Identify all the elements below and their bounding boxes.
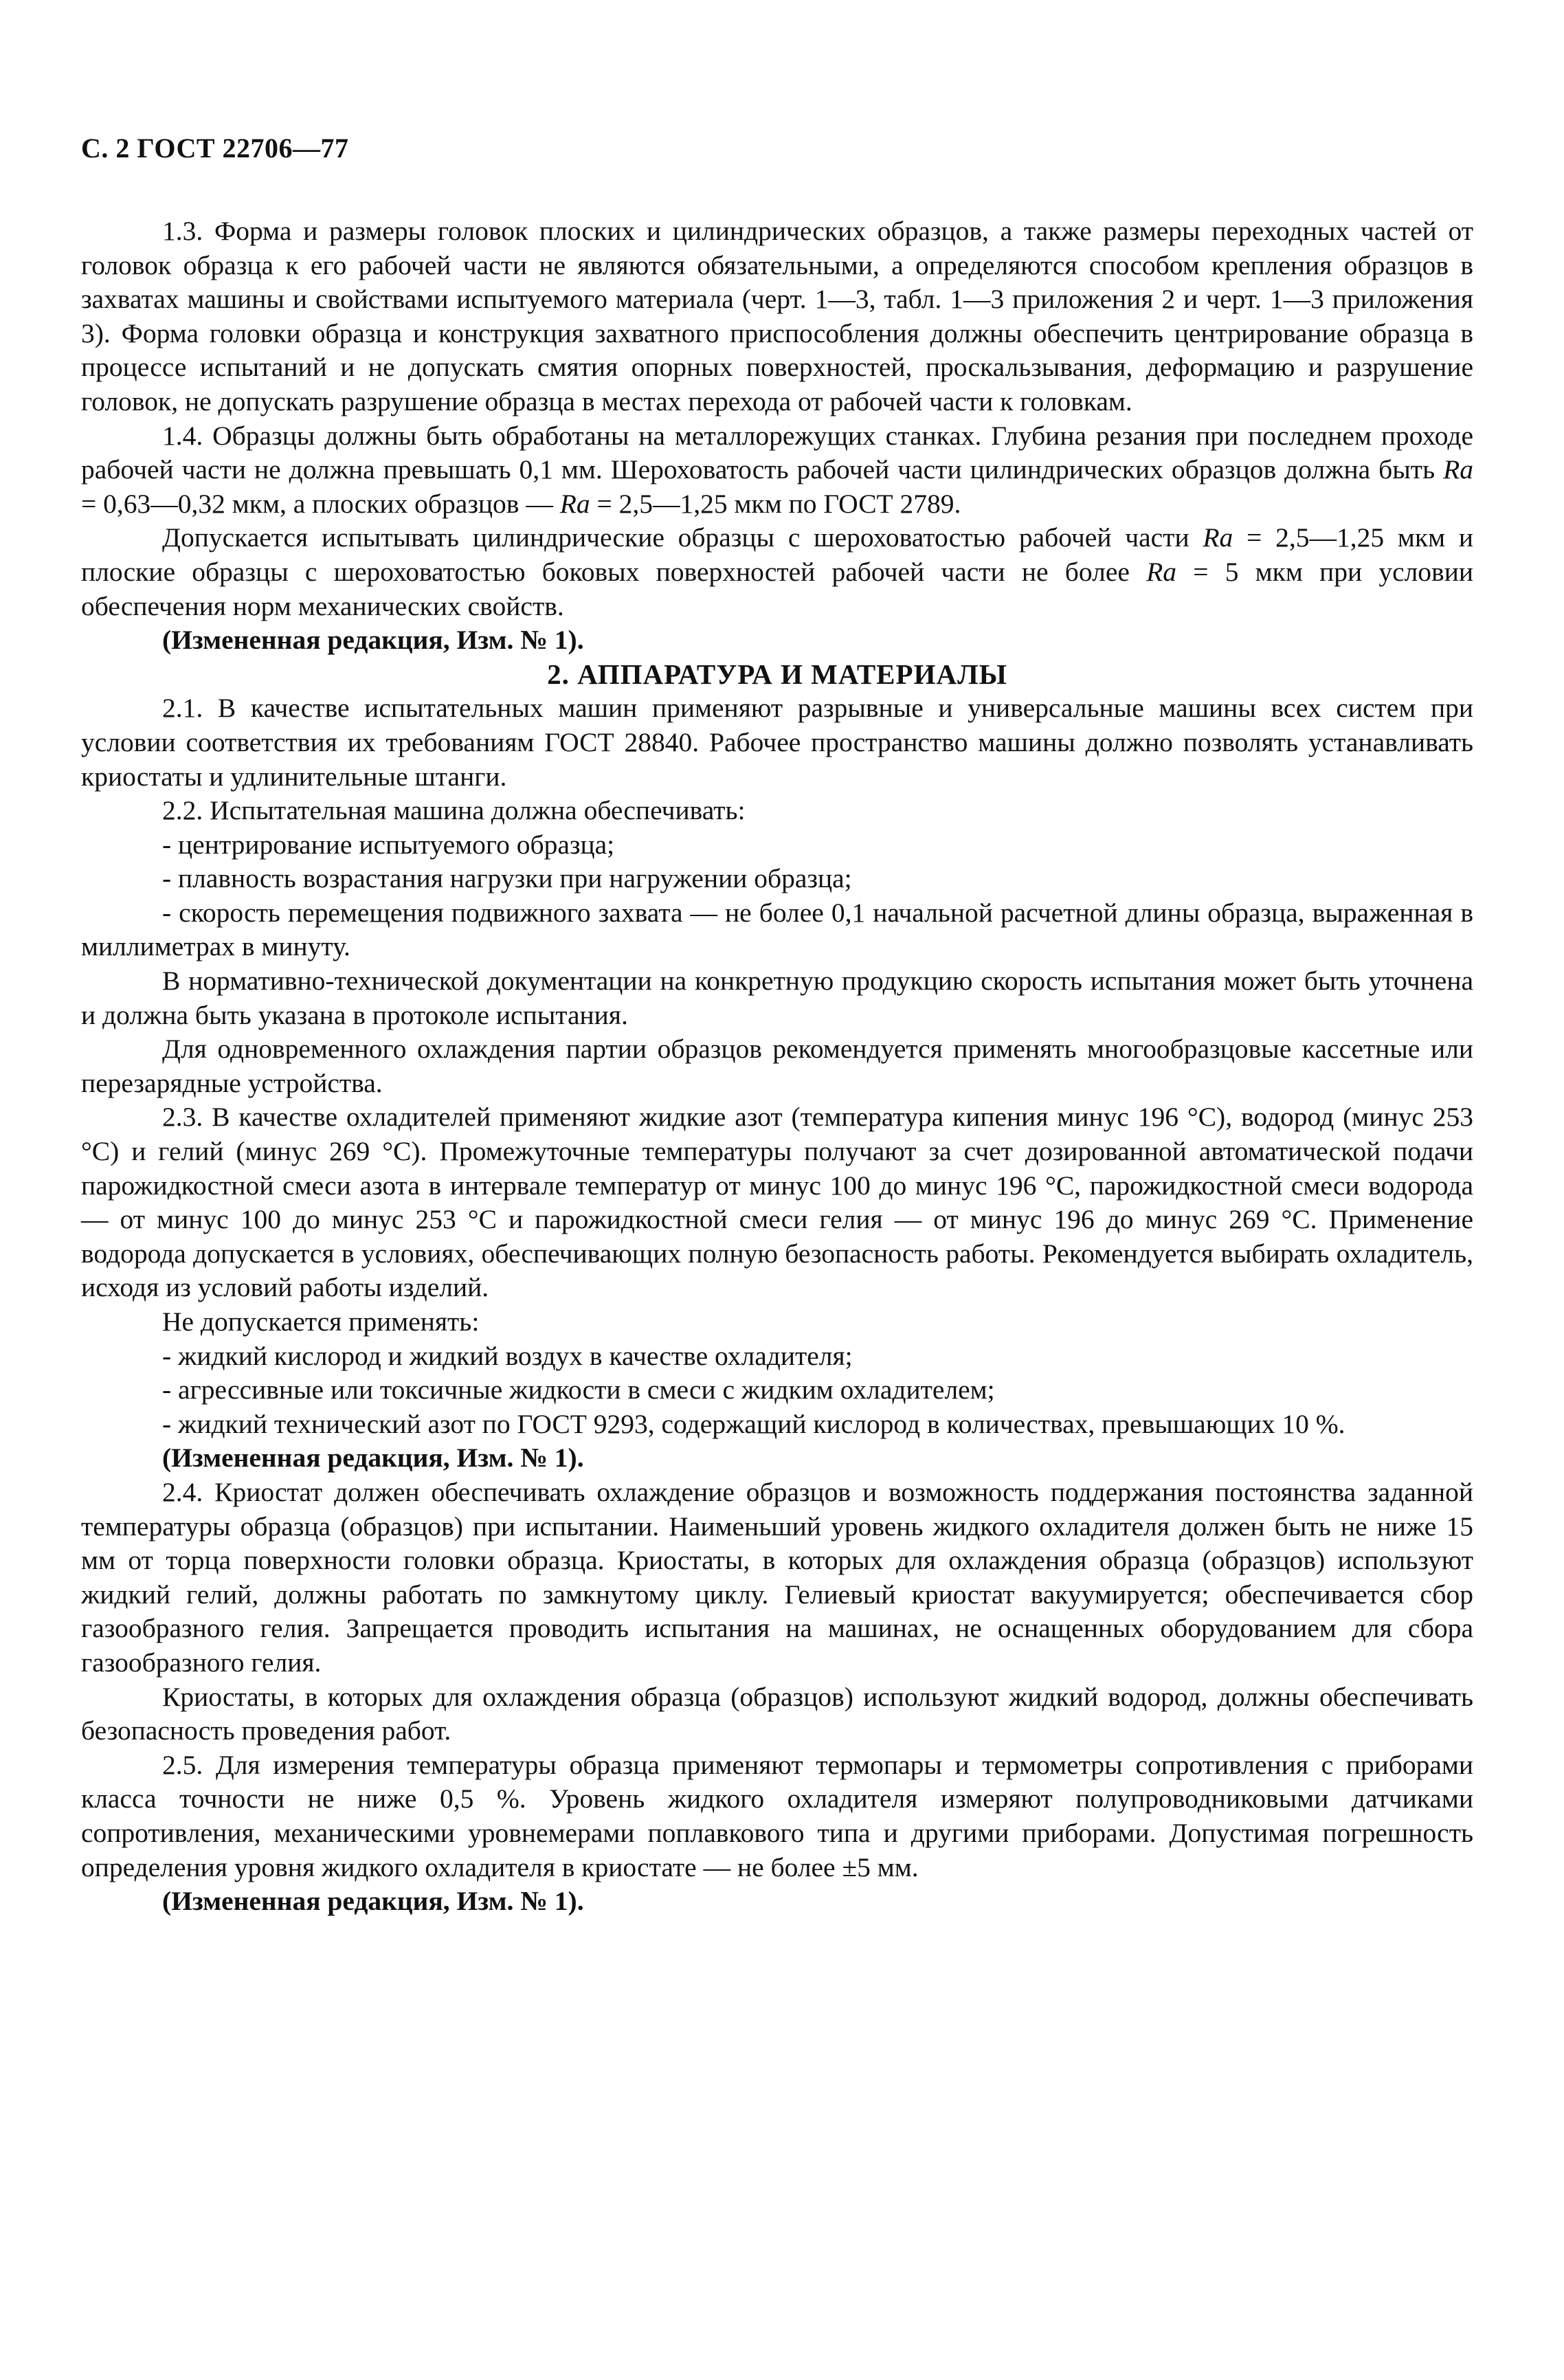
paragraph-2-1: 2.1. В качестве испытательных машин применяют разрывные и универсальные машины всех систем при условии соответствия их требованиям ГОСТ 28840. Рабочее пространство машины должно позволять устанавливать криостаты и удлинительные штанги. [81, 693, 1473, 792]
paragraph-1-4-text-a: 1.4. Образцы должны быть обработаны на металлорежущих станках. Глубина резания при последнем проходе рабочей части не должна превышать 0,1 мм. Шероховатость рабочей части цилиндрических образцов должна быть [81, 420, 1473, 485]
list-item: - жидкий кислород и жидкий воздух в качестве охладителя; [162, 1340, 853, 1371]
amendment-note: (Измененная редакция, Изм. № 1). [162, 625, 584, 656]
ra-symbol: Ra [1443, 454, 1473, 485]
paragraph-2-3: 2.3. В качестве охладителей применяют жидкие азот (температура кипения минус 196 °С), водород (минус 253 °С) и гелий (минус 269 °С). Промежуточные температуры получают за счет дозированной автоматической подачи парожидкостной смеси азота в интервале температур от минус 100 до минус 196 °С, парожидкостной смеси водорода — от минус 100 до минус 253 °С и парожидкостной смеси гелия — от минус 196 до минус 269 °С. Применение водорода допускается в условиях, обеспечивающих полную безопасность работы. Рекомендуется выбирать охладитель, исходя из условий работы изделий. [81, 1102, 1473, 1303]
paragraph-1-3: 1.3. Форма и размеры головок плоских и цилиндрических образцов, а также размеры переходных частей от головок образца к его рабочей части не являются обязательными, а определяются способом крепления образцов в захватах машины и свойствами испытуемого материала (черт. 1—3, табл. 1—3 приложения 2 и черт. 1—3 приложения 3). Форма головки образца и конструкция захватного приспособления должны обеспечить центрирование образца в процессе испытаний и не допускать смятия опорных поверхностей, проскальзывания, деформацию и разрушение головок, не допускать разрушение образца в местах перехода от рабочей части к головкам. [81, 216, 1473, 416]
list-item: - плавность возрастания нагрузки при нагружении образца; [162, 863, 852, 894]
paragraph-2-2-b: В нормативно-технической документации на конкретную продукцию скорость испытания может быть уточнена и должна быть указана в протоколе испытания. [81, 966, 1473, 1030]
paragraph-1-4-text-e: = 2,5—1,25 мкм и плоские образцы с шероховатостью боковых поверхностей рабочей части не более [81, 522, 1473, 587]
amendment-note: (Измененная редакция, Изм. № 1). [162, 1886, 584, 1917]
paragraph-2-2: 2.2. Испытательная машина должна обеспечивать: [162, 795, 746, 826]
paragraph-2-4: 2.4. Криостат должен обеспечивать охлаждение образцов и возможность поддержания постоянства заданной температуры образца (образцов) при испытании. Наименьший уровень жидкого охладителя должен быть не ниже 15 мм от торца поверхности головки образца. Криостаты, в которых для охлаждения образца (образцов) используют жидкий гелий, должны работать по замкнутому циклу. Гелиевый криостат вакуумируется; обеспечивается сбор газообразного гелия. Запрещается проводить испытания на машинах, не оснащенных оборудованием для сбора газообразного гелия. [81, 1476, 1473, 1678]
paragraph-2-4-b: Криостаты, в которых для охлаждения образца (образцов) используют жидкий водород, должны обеспечивать безопасность проведения работ. [81, 1681, 1473, 1746]
paragraph-2-5: 2.5. Для измерения температуры образца применяют термопары и термометры сопротивления с приборами класса точности не ниже 0,5 %. Уровень жидкого охладителя измеряют полупроводниковыми датчиками сопротивления, механическими уровнемерами поплавкового типа и другими приборами. Допустимая погрешность определения уровня жидкого охладителя в криостате — не более ±5 мм. [81, 1749, 1473, 1882]
list-item: - скорость перемещения подвижного захвата — не более 0,1 начальной расчетной длины образца, выраженная в миллиметрах в минуту. [81, 897, 1473, 962]
paragraph-1-4-text-f: = 5 мкм при условии обеспечения норм механических свойств. [81, 556, 1473, 621]
ra-symbol: Ra [1146, 556, 1176, 587]
paragraph-1-4-text-b: = 0,63—0,32 мкм, а плоских образцов — [81, 488, 553, 519]
paragraph-1-4-allowance [81, 521, 1473, 623]
list-item: - центрирование испытуемого образца; [162, 829, 615, 860]
paragraph-2-3-b: Не допускается применять: [162, 1306, 480, 1337]
amendment-note: (Измененная редакция, Изм. № 1). [162, 1443, 584, 1473]
section-title: 2. АППАРАТУРА И МАТЕРИАЛЫ [547, 658, 1007, 690]
page-header: С. 2 ГОСТ 22706—77 [81, 133, 349, 164]
document-body [81, 214, 1473, 1919]
ra-symbol: Ra [1203, 522, 1233, 553]
list-item: - жидкий технический азот по ГОСТ 9293, содержащий кислород в количествах, превышающих 10 %. [162, 1408, 1345, 1439]
paragraph-1-4 [81, 419, 1473, 522]
ra-symbol: Ra [559, 488, 590, 519]
paragraph-1-4-text-c: = 2,5—1,25 мкм по ГОСТ 2789. [596, 488, 961, 519]
list-item: - агрессивные или токсичные жидкости в смеси с жидким охладителем; [162, 1375, 995, 1405]
paragraph-1-4-text-d: Допускается испытывать цилиндрические образцы с шероховатостью рабочей части [162, 522, 1189, 553]
paragraph-2-2-c: Для одновременного охлаждения партии образцов рекомендуется применять многообразцовые кассетные или перезарядные устройства. [81, 1034, 1473, 1098]
